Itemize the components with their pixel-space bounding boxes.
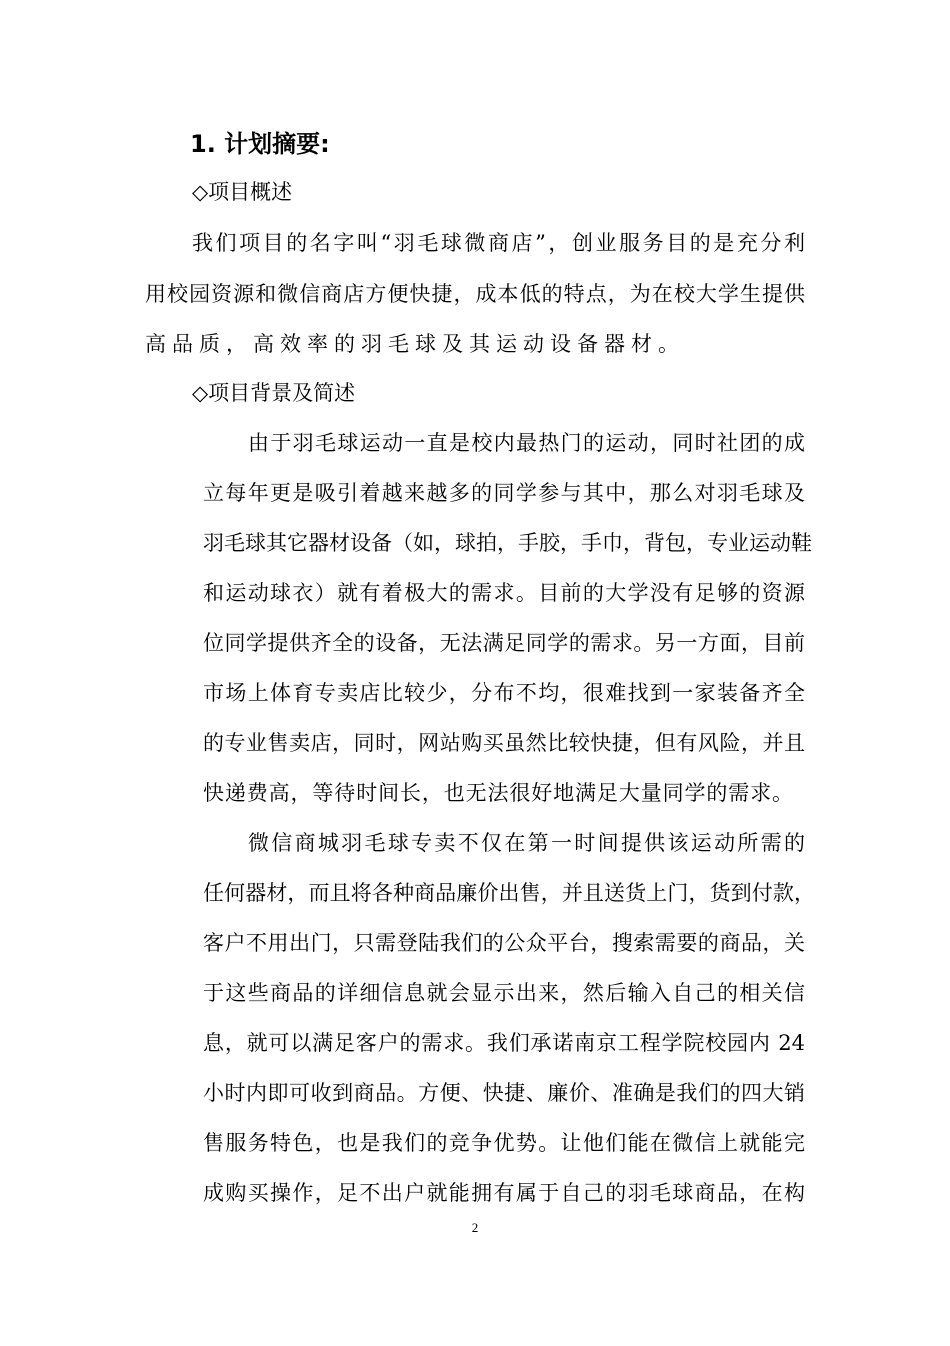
paragraph-line: 于这些商品的详细信息就会显示出来，然后输入自己的相关信 [203, 981, 805, 1005]
paragraph-line: 由于羽毛球运动一直是校内最热门的运动，同时社团的成 [248, 431, 805, 455]
paragraph-line: 快递费高，等待时间长，也无法很好地满足大量同学的需求。 [203, 781, 793, 805]
paragraph-line: 微信商城羽毛球专卖不仅在第一时间提供该运动所需的 [248, 831, 805, 855]
subsection-title: ◇项目概述 [192, 180, 293, 204]
paragraph-line: 任何器材，而且将各种商品廉价出售，并且送货上门，货到付款， [203, 881, 815, 905]
paragraph-line: 高品质，高效率的羽毛球及其运动设备器材。 [145, 332, 685, 356]
paragraph-line: 客户不用出门，只需登陆我们的公众平台，搜索需要的商品，关 [203, 931, 805, 955]
page-number: 2 [471, 1220, 479, 1235]
paragraph-line: 成购买操作，足不出户就能拥有属于自己的羽毛球商品，在构 [203, 1181, 805, 1205]
paragraph-line: 市场上体育专卖店比较少，分布不均，很难找到一家装备齐全 [203, 681, 805, 705]
paragraph-line: 立每年更是吸引着越来越多的同学参与其中，那么对羽毛球及 [203, 481, 805, 505]
paragraph-line: 我们项目的名字叫“羽毛球微商店”，创业服务目的是充分利 [192, 231, 805, 255]
subsection-title: ◇项目背景及简述 [192, 381, 356, 405]
paragraph-line: 羽毛球其它器材设备（如，球拍，手胶，手巾，背包，专业运动鞋 [203, 531, 812, 555]
paragraph-line: 用校园资源和微信商店方便快捷，成本低的特点，为在校大学生提供 [145, 282, 805, 306]
paragraph-line: 小时内即可收到商品。方便、快捷、廉价、准确是我们的四大销 [203, 1081, 805, 1105]
paragraph-line: 和运动球衣）就有着极大的需求。目前的大学没有足够的资源 [203, 581, 805, 605]
paragraph-line: 售服务特色，也是我们的竞争优势。让他们能在微信上就能完 [203, 1131, 805, 1155]
section-heading: 1. 计划摘要: [190, 130, 330, 158]
paragraph-line: 位同学提供齐全的设备，无法满足同学的需求。另一方面，目前 [203, 631, 805, 655]
paragraph-line: 息，就可以满足客户的需求。我们承诺南京工程学院校园内 24 [203, 1031, 805, 1055]
paragraph-line: 的专业售卖店，同时，网站购买虽然比较快捷，但有风险，并且 [203, 731, 805, 755]
